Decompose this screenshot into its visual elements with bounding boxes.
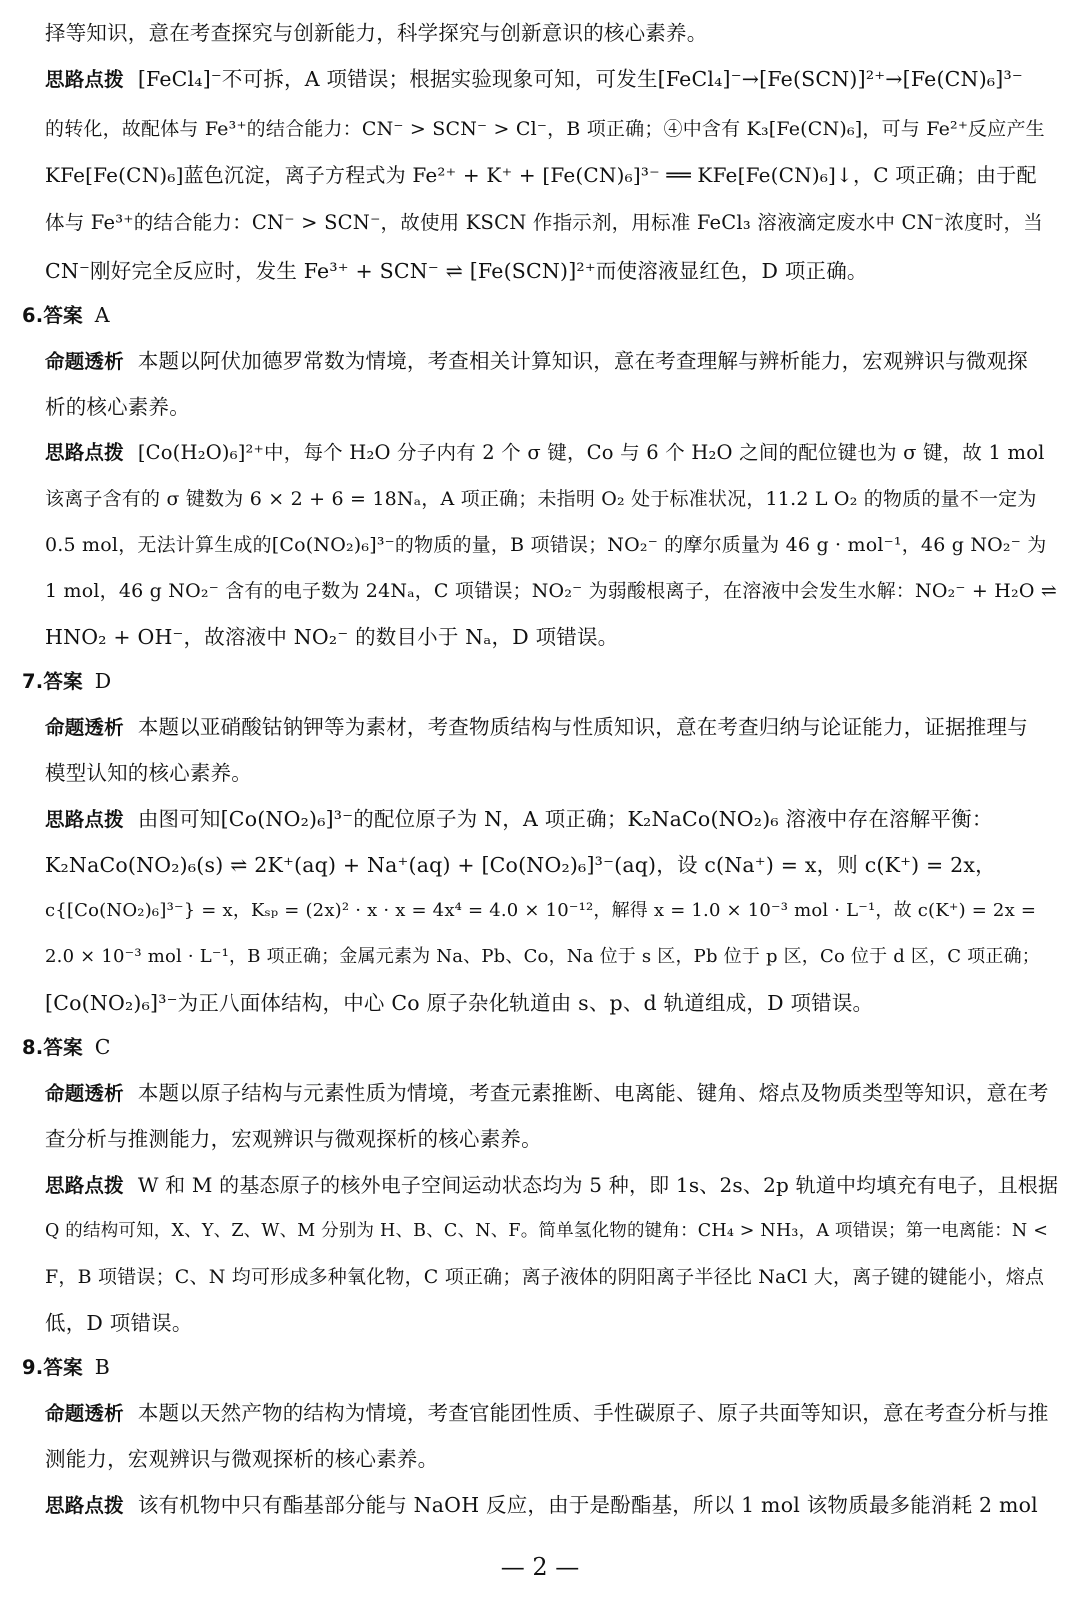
section-label: 命题透析 bbox=[45, 1402, 124, 1425]
answer-number: 6.答案 bbox=[22, 304, 83, 327]
labeled-paragraph-line bbox=[45, 1078, 1049, 1108]
paragraph-line: 2.0 × 10⁻³ mol · L⁻¹，B 项正确；金属元素为 Na、Pb、Co，Na 位于 s 区，Pb 位于 p 区，Co 位于 d 区，C 项正确； bbox=[45, 946, 1040, 967]
labeled-paragraph-line bbox=[45, 346, 1028, 376]
paragraph-text: 由图可知[Co(NO₂)₆]³⁻的配位原子为 N，A 项正确；K₂NaCo(NO₂)₆ 溶液中存在溶解平衡： bbox=[137, 807, 993, 831]
labeled-paragraph-line bbox=[45, 804, 993, 834]
answer-line bbox=[22, 1032, 111, 1062]
answer-line bbox=[22, 666, 111, 696]
labeled-paragraph-line bbox=[45, 1490, 1038, 1520]
section-label: 思路点拨 bbox=[45, 808, 124, 831]
paragraph-line: [Co(NO₂)₆]³⁻为正八面体结构，中心 Co 原子杂化轨道由 s、p、d 轨道组成，D 项错误。 bbox=[45, 991, 874, 1015]
paragraph-line: 析的核心素养。 bbox=[45, 395, 190, 419]
paragraph-line: HNO₂ + OH⁻，故溶液中 NO₂⁻ 的数目小于 Nₐ，D 项错误。 bbox=[45, 625, 619, 649]
labeled-paragraph-line bbox=[45, 438, 1045, 468]
paragraph-text: 本题以阿伏加德罗常数为情境，考查相关计算知识，意在考查理解与辨析能力，宏观辨识与微观探 bbox=[137, 349, 1028, 373]
section-label: 命题透析 bbox=[45, 350, 124, 373]
paragraph-line: 的转化，故配体与 Fe³⁺的结合能力：CN⁻ > SCN⁻ > Cl⁻，B 项正确；④中含有 K₃[Fe(CN)₆]，可与 Fe²⁺反应产生 bbox=[45, 118, 1045, 140]
paragraph-line: F，B 项错误；C、N 均可形成多种氧化物，C 项正确；离子液体的阴阳离子半径比 NaCl 大，离子键的键能小，熔点 bbox=[45, 1266, 1045, 1288]
section-label: 思路点拨 bbox=[45, 1174, 124, 1197]
answer-value: D bbox=[94, 669, 112, 693]
paragraph-line: 0.5 mol，无法计算生成的[Co(NO₂)₆]³⁻的物质的量，B 项错误；NO₂⁻ 的摩尔质量为 46 g · mol⁻¹，46 g NO₂⁻ 为 bbox=[45, 534, 1047, 556]
paragraph-line: 模型认知的核心素养。 bbox=[45, 761, 252, 785]
paragraph-line: 低，D 项错误。 bbox=[45, 1311, 193, 1335]
labeled-paragraph-line bbox=[45, 1170, 1058, 1200]
section-label: 命题透析 bbox=[45, 1082, 124, 1105]
answer-number: 9.答案 bbox=[22, 1356, 83, 1379]
paragraph-text: [Co(H₂O)₆]²⁺中，每个 H₂O 分子内有 2 个 σ 键，Co 与 6 个 H₂O 之间的配位键也为 σ 键，故 1 mol bbox=[137, 441, 1045, 464]
section-label: 思路点拨 bbox=[45, 441, 124, 464]
paragraph-line: 该离子含有的 σ 键数为 6 × 2 + 6 = 18Nₐ，A 项正确；未指明 O₂ 处于标准状况，11.2 L O₂ 的物质的量不一定为 bbox=[45, 488, 1037, 510]
labeled-paragraph-line bbox=[45, 1398, 1049, 1428]
paragraph-line: KFe[Fe(CN)₆]蓝色沉淀，离子方程式为 Fe²⁺ + K⁺ + [Fe(CN)₆]³⁻ ══ KFe[Fe(CN)₆]↓，C 项正确；由于配 bbox=[45, 163, 1037, 187]
paragraph-text: W 和 M 的基态原子的核外电子空间运动状态均为 5 种，即 1s、2s、2p 轨道中均填充有电子，且根据 bbox=[137, 1173, 1059, 1197]
paragraph-text: 该有机物中只有酯基部分能与 NaOH 反应，由于是酚酯基，所以 1 mol 该物质最多能消耗 2 mol bbox=[137, 1493, 1038, 1517]
section-label: 思路点拨 bbox=[45, 1494, 124, 1517]
paragraph-text: 本题以天然产物的结构为情境，考查官能团性质、手性碳原子、原子共面等知识，意在考查分析与推 bbox=[137, 1401, 1049, 1425]
page-number: — 2 — bbox=[500, 1553, 580, 1581]
paragraph-line: Q 的结构可知，X、Y、Z、W、M 分别为 H、B、C、N、F。简单氢化物的键角：CH₄ > NH₃，A 项错误；第一电离能：N < bbox=[45, 1221, 1049, 1241]
answer-value: C bbox=[94, 1035, 111, 1059]
answer-number: 8.答案 bbox=[22, 1036, 83, 1059]
answer-line bbox=[22, 300, 110, 330]
answer-value: B bbox=[94, 1355, 111, 1379]
paragraph-text: [FeCl₄]⁻不可拆，A 项错误；根据实验现象可知，可发生[FeCl₄]⁻→[Fe(SCN)]²⁺→[Fe(CN)₆]³⁻ bbox=[137, 67, 1023, 91]
paragraph-line: 1 mol，46 g NO₂⁻ 含有的电子数为 24Nₐ，C 项错误；NO₂⁻ 为弱酸根离子，在溶液中会发生水解：NO₂⁻ + H₂O ⇌ bbox=[45, 580, 1057, 602]
paragraph-line: 体与 Fe³⁺的结合能力：CN⁻ > SCN⁻，故使用 KSCN 作指示剂，用标准 FeCl₃ 溶液滴定废水中 CN⁻浓度时，当 bbox=[45, 211, 1043, 234]
paragraph-line: c{[Co(NO₂)₆]³⁻} = x，Kₛₚ = (2x)² · x · x = 4x⁴ = 4.0 × 10⁻¹²，解得 x = 1.0 × 10⁻³ mol · L⁻¹，故 c(K⁺) = 2x = bbox=[45, 900, 1037, 921]
answer-line bbox=[22, 1352, 110, 1382]
paragraph-line: 择等知识，意在考查探究与创新能力，科学探究与创新意识的核心素养。 bbox=[45, 21, 708, 45]
section-label: 思路点拨 bbox=[45, 68, 124, 91]
paragraph-line: CN⁻刚好完全反应时，发生 Fe³⁺ + SCN⁻ ⇌ [Fe(SCN)]²⁺而使溶液显红色，D 项正确。 bbox=[45, 259, 868, 283]
paragraph-line: 查分析与推测能力，宏观辨识与微观探析的核心素养。 bbox=[45, 1127, 542, 1151]
labeled-paragraph-line bbox=[45, 64, 1023, 94]
paragraph-text: 本题以亚硝酸钴钠钾等为素材，考查物质结构与性质知识，意在考查归纳与论证能力，证据推理与 bbox=[137, 715, 1028, 739]
paragraph-line: K₂NaCo(NO₂)₆(s) ⇌ 2K⁺(aq) + Na⁺(aq) + [Co(NO₂)₆]³⁻(aq)，设 c(Na⁺) = x，则 c(K⁺) = 2x， bbox=[45, 853, 996, 877]
labeled-paragraph-line bbox=[45, 712, 1028, 742]
paragraph-text: 本题以原子结构与元素性质为情境，考查元素推断、电离能、键角、熔点及物质类型等知识，意在考 bbox=[137, 1081, 1049, 1105]
section-label: 命题透析 bbox=[45, 716, 124, 739]
paragraph-line: 测能力，宏观辨识与微观探析的核心素养。 bbox=[45, 1447, 439, 1471]
answer-number: 7.答案 bbox=[22, 670, 83, 693]
answer-value: A bbox=[94, 303, 110, 327]
